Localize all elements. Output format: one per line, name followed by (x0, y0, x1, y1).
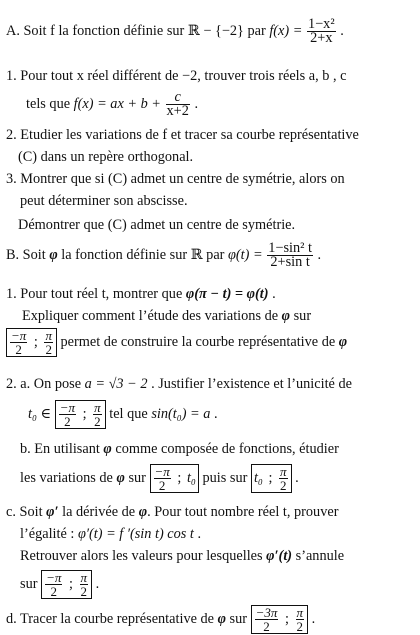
part-a-statement: A. Soit f la fonction définie sur ℝ − {−2} par f(x) = $\frac{\text{1−x²}}{2+x}$ . (6, 16, 344, 46)
question-b2d-line: d. Tracer la courbe représentative de φ sur $\frac{-3\pi}{2}$ ; $\frac{\pi}{2}$ . (6, 605, 316, 634)
question-b2c-line1: c. Soit φ′ la dérivée de φ. Pour tout nombre réel t, prouver (6, 504, 339, 520)
question-b1-line3: $\frac{-\pi}{2}$ ; $\frac{\pi}{2}$ permet de construire la courbe représentative de φ (6, 328, 347, 357)
part-b-statement: B. Soit φ la fonction définie sur ℝ par φ(t) = $\frac{\text{1−sin² t}}{\text{2+sin t}}$ . (6, 240, 322, 270)
question-b2c-line3: Retrouver alors les valeurs pour lesquelles φ′(t) s’annule (20, 548, 345, 564)
interval-minus-pi2-pi2-c: $\frac{-\pi}{2}$ ; $\frac{\pi}{2}$ (41, 570, 92, 599)
f-fraction: $\frac{\text{1−x²}}{2+x}$ (307, 16, 335, 46)
question-b2c-line4: sur $\frac{-\pi}{2}$ ; $\frac{\pi}{2}$ . (20, 570, 100, 599)
question-a3-line3: Démontrer que (C) admet un centre de symétrie. (18, 217, 296, 233)
question-a1-line1: 1. Pour tout x réel différent de −2, trouver trois réels a, b , c (6, 68, 347, 84)
question-b1-line1: 1. Pour tout réel t, montrer que φ(π − t) = φ(t) . (6, 286, 276, 302)
question-b2b-line2: les variations de φ sur $\frac{-\pi}{2}$ ; t₀ puis sur t₀ ; $\frac{\pi}{2}$ . (20, 464, 299, 493)
interval-t0-pi2: t₀ ; $\frac{\pi}{2}$ (251, 464, 292, 493)
interval-minus-pi2-pi2-b: $\frac{-\pi}{2}$ ; $\frac{\pi}{2}$ (55, 400, 106, 429)
question-b2c-line2: l’égalité : φ′(t) = f ′(sin t) cos t . (20, 526, 202, 542)
question-a2-line2: (C) dans un repère orthogonal. (18, 149, 194, 165)
phi-fraction: $\frac{\text{1−sin² t}}{\text{2+sin t}}$ (268, 240, 312, 270)
question-b2a-line2: t₀ ∈ $\frac{-\pi}{2}$ ; $\frac{\pi}{2}$ tel que sin(t₀) = a . (28, 400, 218, 429)
question-b2a-line1: 2. a. On pose a = √3 − 2 . Justifier l’existence et l’unicité de (6, 376, 352, 392)
question-b2b-line1: b. En utilisant φ comme composée de fonctions, étudier (20, 441, 339, 457)
question-a3-line1: 3. Montrer que si (C) admet un centre de symétrie, alors on (6, 171, 345, 187)
interval-minus-pi2-t0: $\frac{-\pi}{2}$ ; t₀ (150, 464, 199, 493)
question-a3-line2: peut déterminer son abscisse. (20, 193, 188, 209)
question-a2-line1: 2. Etudier les variations de f et tracer sa courbe représentative (6, 127, 359, 143)
question-b1-line2: Expliquer comment l’étude des variations de φ sur (22, 308, 312, 324)
c-over-xplus2-fraction: $\frac{c}{x+2}$ (166, 89, 189, 119)
interval-minus-3pi2-pi2: $\frac{-3\pi}{2}$ ; $\frac{\pi}{2}$ (251, 605, 308, 634)
interval-minus-pi2-pi2: $\frac{-\pi}{2}$ ; $\frac{\pi}{2}$ (6, 328, 57, 357)
question-a1-line2: tels que f(x) = ax + b + $\frac{c}{x+2}$ . (26, 89, 199, 119)
